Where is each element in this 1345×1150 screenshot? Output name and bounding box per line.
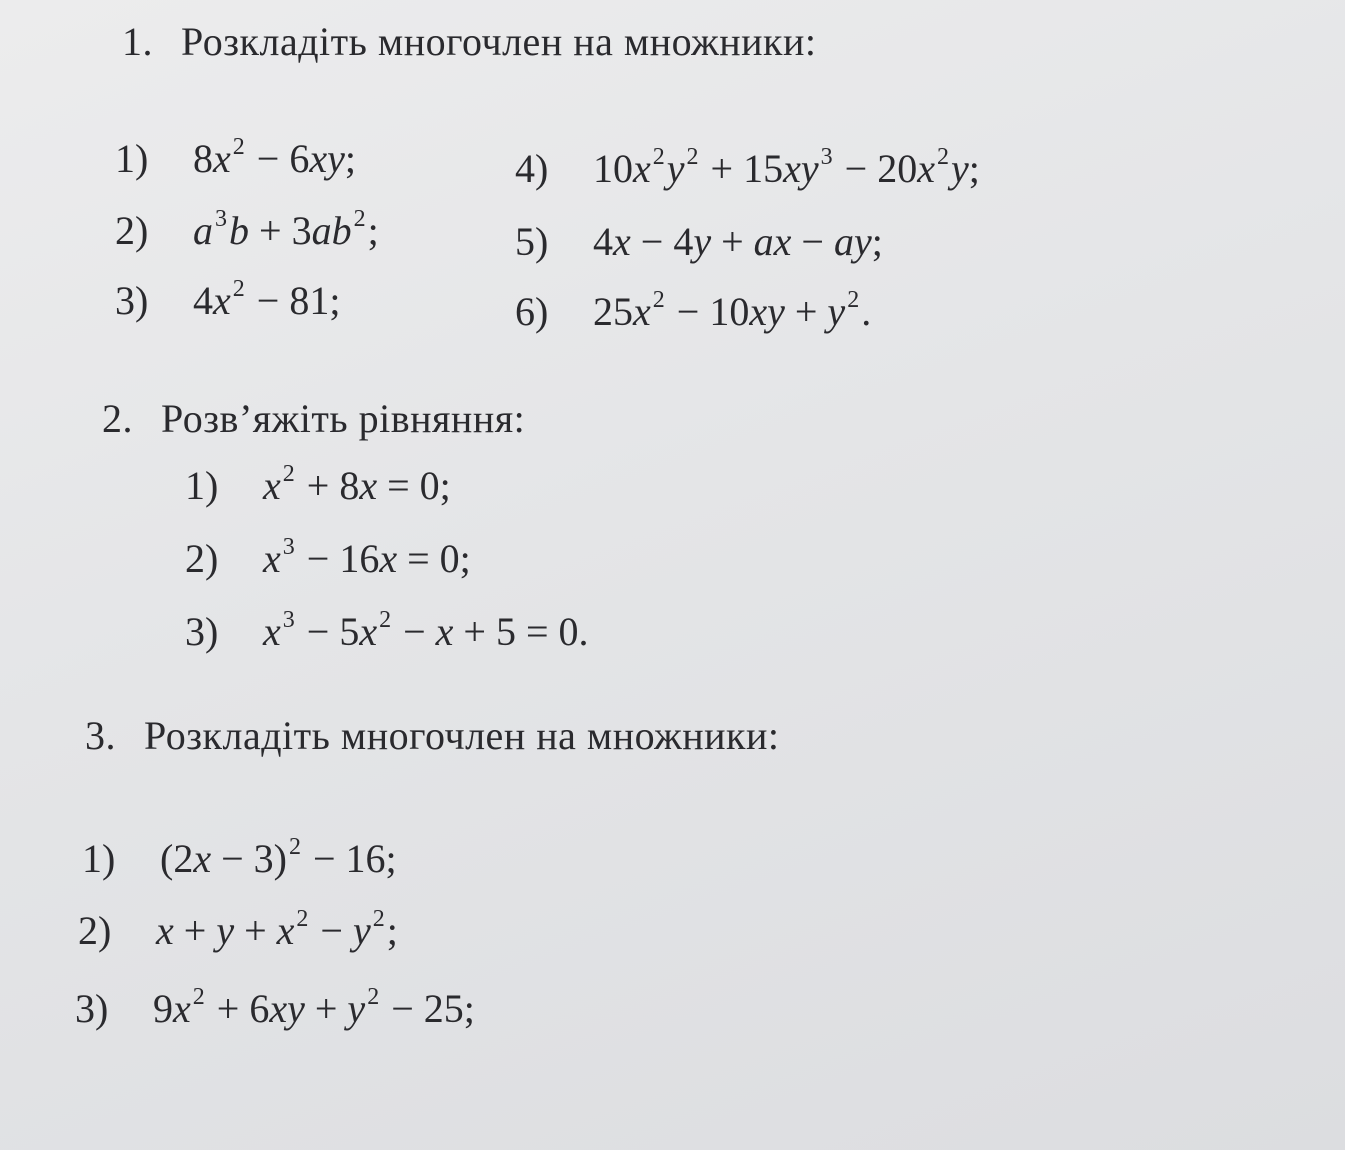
- task-2-item-2: [185, 535, 471, 582]
- item-label: 5): [515, 219, 549, 264]
- task-2-item-1: [185, 462, 451, 509]
- item-label: 3): [115, 278, 149, 323]
- task-number: 2.: [102, 396, 133, 441]
- task-1-item-3: [115, 277, 340, 324]
- item-expression: $25x^2 - 10xy + y^2$.: [593, 287, 872, 334]
- item-label: 2): [78, 908, 112, 953]
- task-3-item-3: [75, 985, 475, 1032]
- task-1-heading: [122, 18, 817, 65]
- task-title: Розкладіть многочлен на множники:: [144, 713, 780, 758]
- item-label: 4): [515, 146, 549, 191]
- item-label: 3): [185, 609, 219, 654]
- task-number: 1.: [122, 19, 153, 64]
- item-expression: $x^3 - 5x^2 - x + 5 = 0$.: [263, 607, 589, 654]
- task-2-heading: [102, 395, 525, 442]
- item-expression: $x^3 - 16x = 0$;: [263, 534, 471, 581]
- item-label: 1): [185, 463, 219, 508]
- item-expression: $a^3b + 3ab^2$;: [193, 206, 379, 253]
- item-label: 2): [185, 536, 219, 581]
- item-expression: $(2x - 3)^2 - 16$;: [160, 834, 397, 881]
- task-1-item-5: [515, 218, 883, 265]
- task-3-heading: [85, 712, 780, 759]
- item-expression: $8x^2 - 6xy$;: [193, 134, 356, 181]
- item-label: 3): [75, 986, 109, 1031]
- item-label: 1): [82, 836, 116, 881]
- task-1-item-4: [515, 145, 980, 192]
- item-expression: $x + y + x^2 - y^2$;: [156, 906, 398, 953]
- task-title: Розкладіть многочлен на множники:: [181, 19, 817, 64]
- task-1-item-6: [515, 288, 871, 335]
- task-1-item-1: [115, 135, 356, 182]
- task-number: 3.: [85, 713, 116, 758]
- item-expression: $10x^2y^2 + 15xy^3 - 20x^2y$;: [593, 144, 980, 191]
- item-label: 6): [515, 289, 549, 334]
- task-title: Розв’яжіть рівняння:: [161, 396, 526, 441]
- item-expression: $9x^2 + 6xy + y^2 - 25$;: [153, 984, 475, 1031]
- task-3-item-2: [78, 907, 398, 954]
- item-label: 1): [115, 136, 149, 181]
- item-expression: $4x^2 - 81$;: [193, 276, 341, 323]
- item-expression: $x^2 + 8x = 0$;: [263, 461, 451, 508]
- task-1-item-2: [115, 207, 379, 254]
- item-expression: 4x − 4y + ax − ay;: [593, 219, 883, 264]
- item-label: 2): [115, 208, 149, 253]
- task-2-item-3: [185, 608, 589, 655]
- task-3-item-1: [82, 835, 397, 882]
